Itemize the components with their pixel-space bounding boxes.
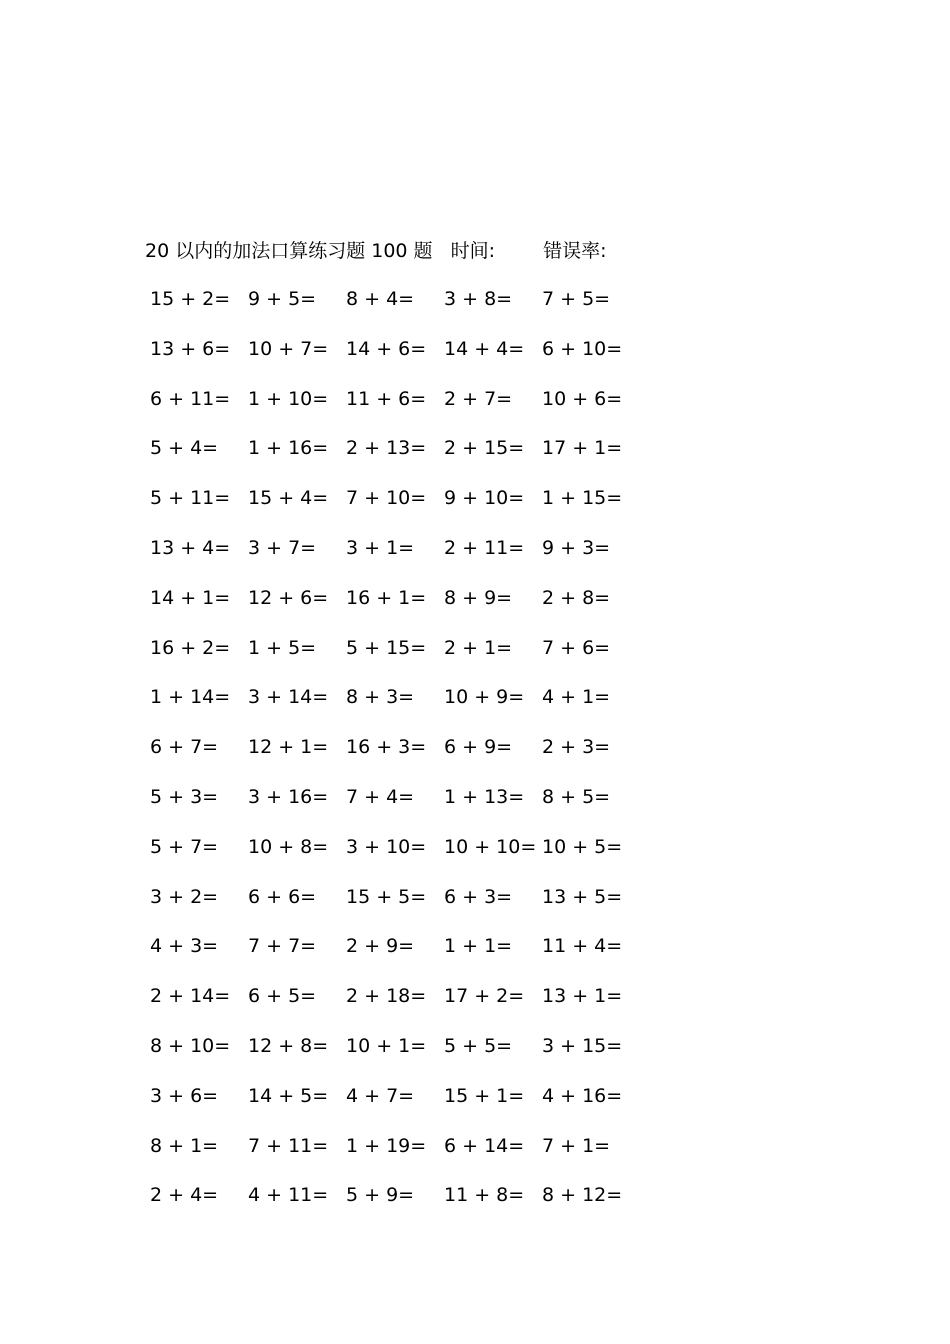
problem-item: 3 + 1= — [346, 536, 415, 559]
problem-item: 1 + 5= — [248, 636, 317, 659]
problem-item: 2 + 1= — [444, 636, 513, 659]
problem-item: 13 + 1= — [542, 985, 623, 1008]
problem-item: 7 + 5= — [542, 288, 611, 310]
problem-item: 14 + 6= — [346, 337, 427, 360]
problem-item: 6 + 14= — [444, 1134, 525, 1157]
problem-row — [150, 1084, 640, 1134]
problem-item: 4 + 3= — [150, 935, 219, 958]
problem-item: 6 + 5= — [248, 985, 317, 1008]
problem-item: 7 + 11= — [248, 1134, 329, 1157]
problem-item: 17 + 1= — [542, 437, 623, 460]
time-label: 时间: — [450, 240, 496, 262]
problem-item: 6 + 10= — [542, 337, 623, 360]
problem-item: 2 + 9= — [346, 935, 415, 958]
problem-row — [150, 636, 640, 686]
problem-item: 3 + 6= — [150, 1084, 219, 1107]
problem-item: 8 + 4= — [346, 288, 415, 310]
problem-item: 10 + 1= — [346, 1034, 427, 1057]
problem-item: 7 + 10= — [346, 487, 427, 510]
problem-item: 11 + 6= — [346, 387, 427, 410]
problem-item: 5 + 11= — [150, 487, 231, 510]
problem-item: 2 + 14= — [150, 985, 231, 1008]
problem-row — [150, 287, 640, 337]
problem-item: 11 + 8= — [444, 1184, 525, 1207]
problem-item: 2 + 4= — [150, 1184, 219, 1207]
problem-item: 6 + 9= — [444, 736, 513, 759]
problem-item: 2 + 8= — [542, 586, 611, 609]
problem-row — [150, 785, 640, 835]
problem-row — [150, 1034, 640, 1084]
problem-row — [150, 1134, 640, 1184]
problem-item: 5 + 15= — [346, 636, 427, 659]
problem-item: 2 + 3= — [542, 736, 611, 759]
problem-item: 1 + 14= — [150, 686, 231, 709]
problem-item: 16 + 2= — [150, 636, 231, 659]
problem-item: 6 + 7= — [150, 736, 219, 759]
problem-item: 11 + 4= — [542, 935, 623, 958]
problem-item: 13 + 6= — [150, 337, 231, 360]
problem-item: 6 + 3= — [444, 885, 513, 908]
problem-item: 9 + 10= — [444, 487, 525, 510]
problem-item: 8 + 5= — [542, 785, 611, 808]
problem-item: 6 + 11= — [150, 387, 231, 410]
problem-row — [150, 536, 640, 586]
problem-row — [150, 486, 640, 536]
problem-row — [150, 436, 640, 486]
problem-item: 12 + 1= — [248, 736, 329, 759]
problem-item: 15 + 4= — [248, 487, 329, 510]
problem-item: 15 + 2= — [150, 288, 231, 310]
problem-row — [150, 337, 640, 387]
problem-item: 3 + 8= — [444, 288, 513, 310]
problem-item: 3 + 10= — [346, 835, 427, 858]
problem-item: 8 + 1= — [150, 1134, 219, 1157]
problem-item: 13 + 5= — [542, 885, 623, 908]
problem-row — [150, 586, 640, 636]
problem-item: 7 + 6= — [542, 636, 611, 659]
problem-item: 17 + 2= — [444, 985, 525, 1008]
problem-item: 14 + 4= — [444, 337, 525, 360]
problem-item: 10 + 10= — [444, 835, 537, 858]
problem-item: 10 + 7= — [248, 337, 329, 360]
worksheet-header — [145, 236, 606, 263]
problem-item: 2 + 18= — [346, 985, 427, 1008]
problem-item: 7 + 7= — [248, 935, 317, 958]
problem-item: 1 + 10= — [248, 387, 329, 410]
problem-item: 5 + 5= — [444, 1034, 513, 1057]
problem-item: 4 + 16= — [542, 1084, 623, 1107]
problem-item: 15 + 1= — [444, 1084, 525, 1107]
problem-item: 6 + 6= — [248, 885, 317, 908]
problem-item: 8 + 12= — [542, 1184, 623, 1207]
worksheet-title: 20 以内的加法口算练习题 100 题 — [145, 240, 433, 262]
problem-item: 7 + 1= — [542, 1134, 611, 1157]
problem-item: 2 + 11= — [444, 536, 525, 559]
problem-item: 7 + 4= — [346, 785, 415, 808]
error-rate-label: 错误率: — [543, 240, 607, 262]
problem-item: 16 + 1= — [346, 586, 427, 609]
problem-item: 5 + 4= — [150, 437, 219, 460]
problem-item: 1 + 1= — [444, 935, 513, 958]
problem-item: 5 + 3= — [150, 785, 219, 808]
problem-item: 12 + 8= — [248, 1034, 329, 1057]
problem-item: 12 + 6= — [248, 586, 329, 609]
problem-row — [150, 835, 640, 885]
problem-row — [150, 735, 640, 785]
problem-item: 8 + 3= — [346, 686, 415, 709]
problem-item: 10 + 9= — [444, 686, 525, 709]
problem-item: 14 + 1= — [150, 586, 231, 609]
problem-item: 10 + 5= — [542, 835, 623, 858]
problem-item: 3 + 7= — [248, 536, 317, 559]
problem-item: 15 + 5= — [346, 885, 427, 908]
problem-item: 2 + 7= — [444, 387, 513, 410]
problem-item: 9 + 3= — [542, 536, 611, 559]
problem-item: 14 + 5= — [248, 1084, 329, 1107]
problem-item: 4 + 7= — [346, 1084, 415, 1107]
problem-item: 10 + 6= — [542, 387, 623, 410]
problem-row — [150, 934, 640, 984]
problem-row — [150, 984, 640, 1034]
problem-item: 3 + 16= — [248, 785, 329, 808]
problem-item: 16 + 3= — [346, 736, 427, 759]
problem-item: 9 + 5= — [248, 288, 317, 310]
problem-item: 4 + 1= — [542, 686, 611, 709]
problem-item: 10 + 8= — [248, 835, 329, 858]
problem-item: 1 + 19= — [346, 1134, 427, 1157]
problem-item: 1 + 16= — [248, 437, 329, 460]
problem-item: 1 + 15= — [542, 487, 623, 510]
problem-item: 5 + 9= — [346, 1184, 415, 1207]
problem-item: 1 + 13= — [444, 785, 525, 808]
problem-item: 13 + 4= — [150, 536, 231, 559]
problem-item: 8 + 9= — [444, 586, 513, 609]
problem-row — [150, 387, 640, 437]
problem-item: 8 + 10= — [150, 1034, 231, 1057]
problem-row — [150, 685, 640, 735]
problem-item: 5 + 7= — [150, 835, 219, 858]
problem-item: 3 + 15= — [542, 1034, 623, 1057]
problem-item: 3 + 2= — [150, 885, 219, 908]
problem-row — [150, 885, 640, 935]
problem-item: 2 + 13= — [346, 437, 427, 460]
problem-item: 2 + 15= — [444, 437, 525, 460]
problem-item: 3 + 14= — [248, 686, 329, 709]
problem-row — [150, 1183, 640, 1233]
problem-item: 4 + 11= — [248, 1184, 329, 1207]
problem-grid — [150, 287, 640, 1233]
